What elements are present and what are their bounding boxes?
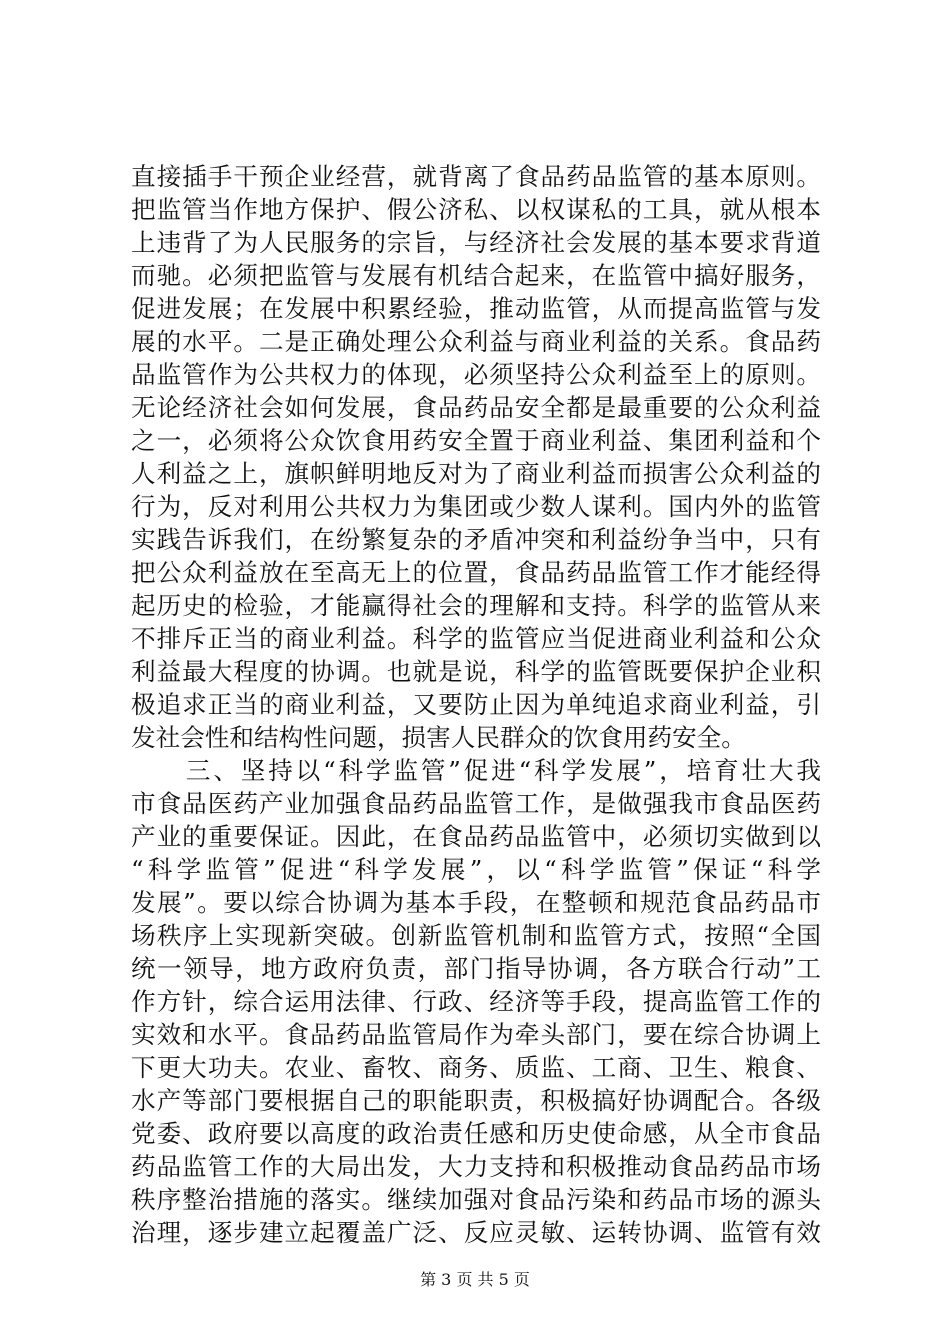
text-line: 秩序整治措施的落实。继续加强对食品污染和药品市场的源头 — [131, 1185, 821, 1214]
text-line: 直接插手干预企业经营，就背离了食品药品监管的基本原则。 — [131, 162, 821, 191]
text-line: 场秩序上实现新突破。创新监管机制和监管方式，按照“全国 — [131, 921, 821, 950]
text-line: 之一，必须将公众饮食用药安全置于商业利益、集团利益和个 — [131, 426, 821, 455]
text-line: 党委、政府要以高度的政治责任感和历史使命感，从全市食品 — [131, 1119, 821, 1148]
text-line: 行为，反对利用公共权力为集团或少数人谋利。国内外的监管 — [131, 492, 821, 521]
body-text — [131, 160, 821, 1249]
text-line: 利益最大程度的协调。也就是说，科学的监管既要保护企业积 — [131, 657, 821, 686]
text-line: 极追求正当的商业利益，又要防止因为单纯追求商业利益，引 — [131, 690, 821, 719]
text-line: 无论经济社会如何发展，食品药品安全都是最重要的公众利益 — [131, 393, 821, 422]
text-line: 作方针，综合运用法律、行政、经济等手段，提高监管工作的 — [131, 987, 821, 1016]
text-line: 市食品医药产业加强食品药品监管工作，是做强我市食品医药 — [131, 789, 821, 818]
page-footer: 第 3 页 共 5 页 — [420, 1270, 530, 1289]
text-line: 品监管作为公共权力的体现，必须坚持公众利益至上的原则。 — [131, 360, 821, 389]
text-line: 上违背了为人民服务的宗旨，与经济社会发展的基本要求背道 — [131, 228, 821, 257]
text-line: 统一领导，地方政府负责，部门指导协调，各方联合行动”工 — [131, 954, 821, 983]
text-line: 下更大功夫。农业、畜牧、商务、质监、工商、卫生、粮食、 — [131, 1053, 821, 1082]
text-line: 治理，逐步建立起覆盖广泛、反应灵敏、运转协调、监管有效 — [131, 1218, 821, 1247]
text-line: 把公众利益放在至高无上的位置，食品药品监管工作才能经得 — [131, 558, 821, 587]
text-line: 水产等部门要根据自己的职能职责，积极搞好协调配合。各级 — [131, 1086, 821, 1115]
text-line: 人利益之上，旗帜鲜明地反对为了商业利益而损害公众利益的 — [131, 459, 821, 488]
text-line: 发社会性和结构性问题，损害人民群众的饮食用药安全。 — [131, 723, 746, 752]
text-line: 把监管当作地方保护、假公济私、以权谋私的工具，就从根本 — [131, 195, 821, 224]
text-line: 药品监管工作的大局出发，大力支持和积极推动食品药品市场 — [131, 1152, 821, 1181]
text-line: 实效和水平。食品药品监管局作为牵头部门，要在综合协调上 — [131, 1020, 821, 1049]
text-line: 实践告诉我们，在纷繁复杂的矛盾冲突和利益纷争当中，只有 — [131, 525, 821, 554]
text-line: 不排斥正当的商业利益。科学的监管应当促进商业利益和公众 — [131, 624, 821, 653]
text-line: 而驰。必须把监管与发展有机结合起来，在监管中搞好服务， — [131, 261, 821, 290]
text-line: 展的水平。二是正确处理公众利益与商业利益的关系。食品药 — [131, 327, 821, 356]
text-line: 起历史的检验，才能赢得社会的理解和支持。科学的监管从来 — [131, 591, 821, 620]
text-line: 产业的重要保证。因此，在食品药品监管中，必须切实做到以 — [131, 822, 821, 851]
text-line: 发展”。要以综合协调为基本手段，在整顿和规范食品药品市 — [131, 888, 821, 917]
text-line: 三、坚持以“科学监管”促进“科学发展”，培育壮大我 — [131, 756, 821, 785]
text-line: 促进发展；在发展中积累经验，推动监管，从而提高监管与发 — [131, 294, 821, 323]
text-line: “科学监管”促进“科学发展”，以“科学监管”保证“科学 — [131, 855, 821, 884]
